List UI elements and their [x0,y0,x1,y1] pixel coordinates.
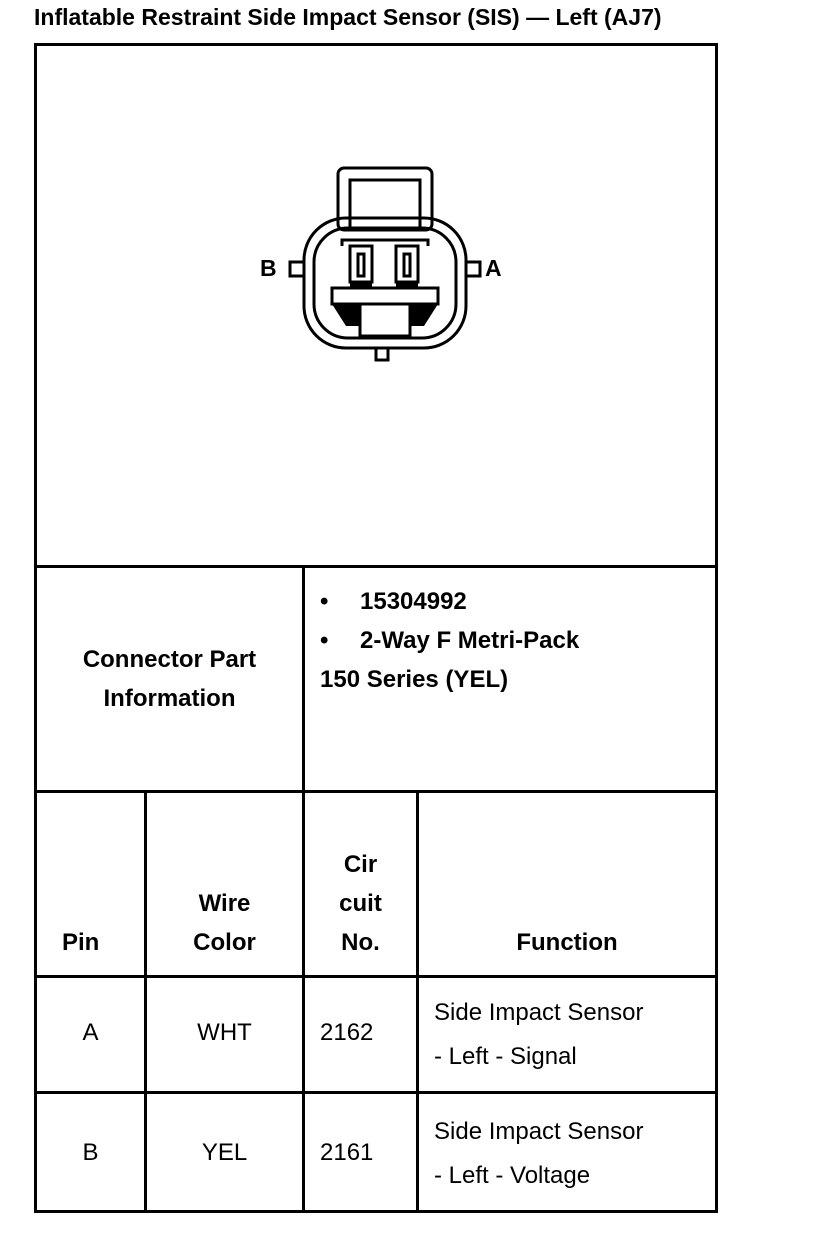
row-a-wire-color: WHT [197,1019,252,1046]
row-b-function [434,1110,643,1198]
row-a-circuit: 2162 [320,1019,374,1046]
header-circuit-no [305,845,416,962]
header-wire-color [147,884,302,962]
row-a-function-line2: - Left - Signal [434,1043,577,1070]
pin-label-a: A [485,255,502,281]
row-b-function-line1: Side Impact Sensor [434,1118,644,1145]
header-circuit-line3: No. [341,929,380,956]
connector-info-label [37,640,302,718]
pin-label-b: B [260,255,277,281]
row-b-wire-color: YEL [201,1139,248,1166]
part-desc-line [320,621,715,660]
connector-info-label-line2: Information [103,685,236,712]
part-series: 150 Series (YEL) [320,666,509,693]
bullet-icon: • [320,588,329,615]
connector-info-values [320,582,715,699]
page-title: Inflatable Restraint Side Impact Sensor (SIS) — Left (AJ7) [34,4,662,30]
row-b-circuit: 2161 [320,1139,374,1166]
part-number: 15304992 [360,588,467,615]
header-circuit-line1: Cir [343,851,378,878]
connector-face-icon [250,160,510,370]
header-circuit-line2: cuit [339,890,382,917]
connector-diagram [250,160,510,375]
divider-col-circuit [416,790,419,1213]
row-a-function [434,991,643,1079]
part-description: 2-Way F Metri-Pack [360,627,580,654]
row-b-pin: B [82,1139,99,1166]
header-pin: Pin [62,929,100,956]
row-a-function-line1: Side Impact Sensor [434,999,644,1026]
bullet-icon: • [320,627,329,654]
divider-info-bottom [34,790,718,793]
row-b-function-line2: - Left - Voltage [434,1162,591,1189]
divider-info-col [302,565,305,793]
row-a-pin: A [82,1019,99,1046]
header-wire-color-line1: Wire [198,890,251,917]
divider-row-a-bottom [34,1091,718,1094]
part-number-line [320,582,715,621]
divider-diagram-bottom [34,565,718,568]
header-wire-color-line2: Color [193,929,256,956]
divider-header-bottom [34,975,718,978]
connector-info-label-line1: Connector Part [82,646,257,673]
header-function: Function [516,929,618,956]
